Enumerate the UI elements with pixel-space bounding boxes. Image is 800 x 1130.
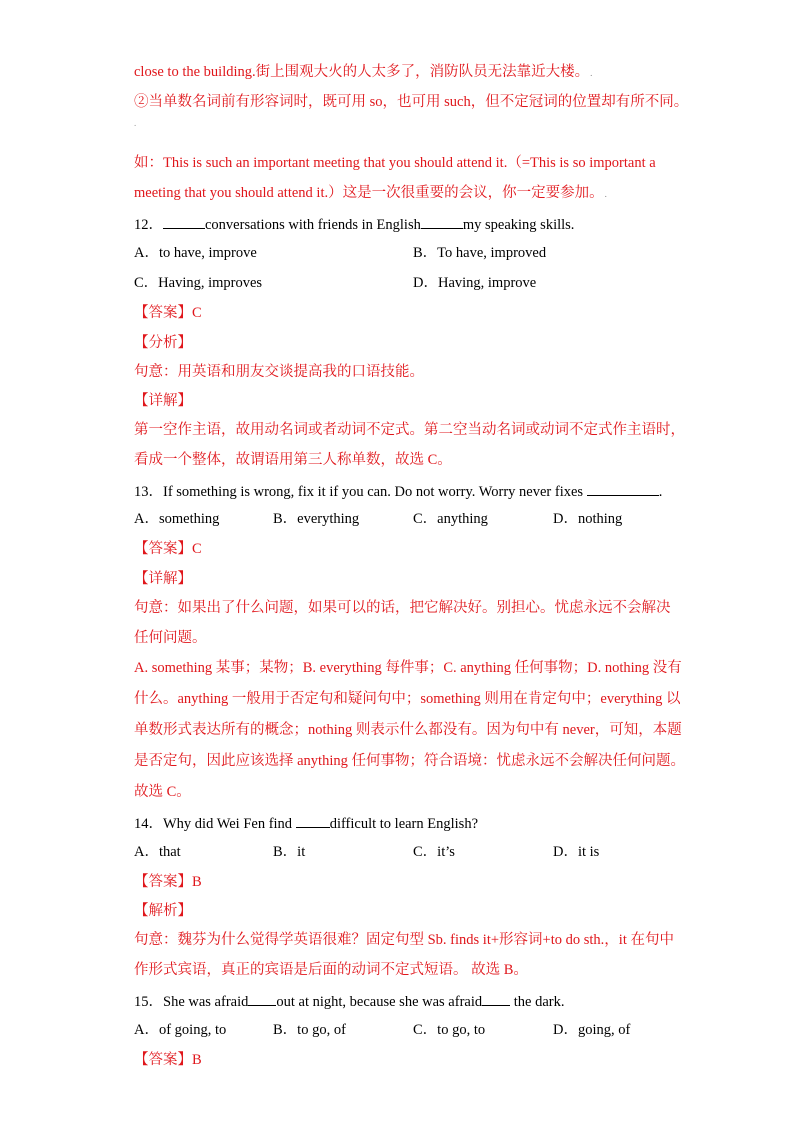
question-12-stem: 12． conversations with friends in English my speaking skills. [134,214,574,234]
q13-explanation-1: A. something 某事；某物；B. everything 每件事；C. anything 任何事物；D. nothing 没有 [134,660,682,676]
q13-meaning-2: 任何问题。 [134,630,207,646]
q14-option-c: C．it’s [413,844,455,860]
q12-answer: 【答案】C [134,305,202,321]
q13-answer: 【答案】C [134,541,202,557]
q13-option-c: C．anything [413,511,488,527]
q13-explanation-4: 是否定句，因此应该选择 anything 任何事物；符合语境：忧虑永远不会解决任何问题。 [134,753,685,769]
q13-meaning-1: 句意：如果出了什么问题，如果可以的话，把它解决好。别担心。忧虑永远不会解决 [134,600,671,616]
prev-line-3: 如：This is such an important meeting that you should attend it.（=This is so important a [134,155,656,171]
question-14-stem: 14．Why did Wei Fen find difficult to learn English? [134,813,478,833]
q15-option-c: C．to go, to [413,1022,486,1038]
q13-option-d: D．nothing [553,511,623,527]
paragraph-mark: . [134,118,137,128]
q12-detail-2: 看成一个整体，故谓语用第三人称单数，故选 C。 [134,452,452,468]
q13-option-a: A．something [134,511,220,527]
q12-option-d: D．Having, improve [413,275,537,291]
q12-detail-tag: 【详解】 [134,393,192,409]
q12-detail-1: 第一空作主语，故用动名词或者动词不定式。第二空当动名词或动词不定式作主语时， [134,422,685,438]
q15-option-a: A．of going, to [134,1022,227,1038]
q13-explanation-2: 什么。anything 一般用于否定句和疑问句中；something 则用在肯定句中；everything 以 [134,691,681,707]
q12-analysis-tag: 【分析】 [134,335,192,351]
q13-explanation-5: 故选 C。 [134,784,191,800]
q15-option-d: D．going, of [553,1022,631,1038]
q14-option-b: B．it [273,844,306,860]
prev-line-2: ②当单数名词前有形容词时，既可用 so，也可用 such，但不定冠词的位置却有所不同。 [134,94,689,110]
q12-option-c: C．Having, improves [134,275,263,291]
q13-option-b: B．everything [273,511,360,527]
prev-line-4: meeting that you should attend it.）这是一次很重要的会议，你一定要参加。. [134,185,607,201]
question-13-stem: 13．If something is wrong, fix it if you can. Do not worry. Worry never fixes . [134,481,662,501]
q14-meaning-2: 作形式宾语，真正的宾语是后面的动词不定式短语。 故选 B。 [134,962,528,978]
q14-answer: 【答案】B [134,874,202,890]
question-15-stem: 15．She was afraid out at night, because she was afraid the dark. [134,991,564,1011]
prev-line-1: close to the building.街上围观大火的人太多了，消防队员无法靠近大楼。. [134,64,593,80]
q12-option-a: A．to have, improve [134,245,257,261]
q12-meaning: 句意：用英语和朋友交谈提高我的口语技能。 [134,364,424,380]
q14-option-a: A．that [134,844,181,860]
q14-analysis-tag: 【解析】 [134,903,192,919]
q15-answer: 【答案】B [134,1052,202,1068]
q12-option-b: B．To have, improved [413,245,547,261]
q14-meaning-1: 句意：魏芬为什么觉得学英语很难？固定句型 Sb. finds it+形容词+to do sth.，it 在句中 [134,932,674,948]
q13-detail-tag: 【详解】 [134,571,192,587]
q15-option-b: B．to go, of [273,1022,346,1038]
q14-option-d: D．it is [553,844,600,860]
q13-explanation-3: 单数形式表达所有的概念；nothing 则表示什么都没有。因为句中有 never，可知，本题 [134,722,682,738]
